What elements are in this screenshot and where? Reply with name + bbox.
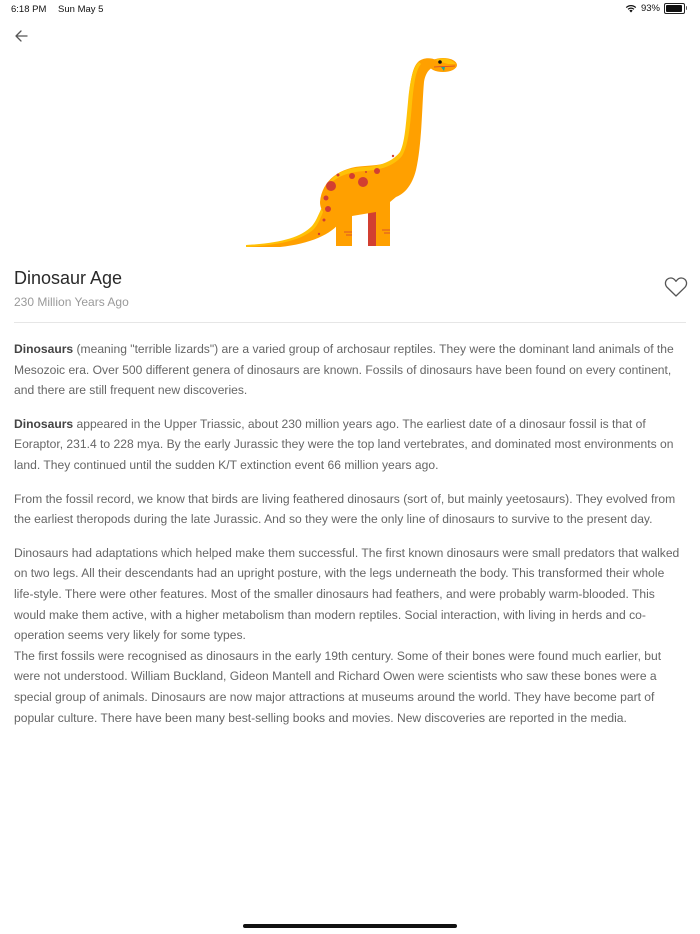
divider — [14, 322, 686, 323]
paragraph-1-bold: Dinosaurs — [14, 342, 74, 356]
status-bar — [0, 0, 700, 18]
paragraph-1 — [14, 339, 686, 401]
paragraph-2-text: appeared in the Upper Triassic, about 230 million years ago. The earliest date of a dinosaur fossil is that of Eoraptor, 231.4 to 228 mya. By the early Jurassic they were the top land vertebrates, and dominated most environments on land. They continued until the sudden K/T extinction event 66 million years ago. — [14, 416, 674, 472]
paragraph-2 — [14, 414, 686, 476]
status-date: Sun May 5 — [58, 4, 104, 15]
home-indicator[interactable] — [243, 924, 457, 928]
battery-percent: 93% — [640, 3, 660, 14]
page-subtitle: 230 Million Years Ago — [14, 295, 129, 309]
battery-icon — [664, 3, 685, 14]
heart-outline-icon — [664, 276, 688, 298]
wifi-icon — [625, 4, 637, 13]
paragraph-1-text: (meaning "terrible lizards") are a varied group of archosaur reptiles. They were the dominant land animals of the Mesozoic era. Over 500 different genera of dinosaurs are known. Fossils of dinosaurs have been found on every continent, and there are still frequent new discoveries. — [14, 342, 674, 398]
paragraph-3-text: From the fossil record, we know that birds are living feathered dinosaurs (sort of, but mainly yeetosaurs). They evolved from the earliest theropods during the late Jurassic. And so they were the only line of dinosaurs to survive to the present day. — [14, 491, 676, 527]
title-block — [14, 268, 129, 309]
article-body — [14, 339, 686, 741]
hero-illustration — [240, 52, 470, 252]
status-right — [625, 3, 685, 14]
brachiosaurus-illustration — [240, 52, 470, 252]
paragraph-4 — [14, 543, 686, 646]
paragraph-2-bold: Dinosaurs — [14, 416, 74, 431]
status-left — [11, 4, 112, 15]
paragraph-4-text: Dinosaurs had adaptations which helped make them successful. The first known dinosaurs were small predators that walked on two legs. All their descendants had an upright posture, with the legs underneath the body. This transformed their whole life-style. There were other features. Most of the smaller dinosaurs had feathers, and were probably warm-blooded. This would make them active, with a higher metabolism than modern reptiles. Social interaction, with living in herds and co-operation seems very likely for some types. — [14, 545, 680, 643]
paragraph-5-text: The first fossils were recognised as dinosaurs in the early 19th century. Some of their bones were found much earlier, but were not understood. William Buckland, Gideon Mantell and Richard Owen were scientists who saw these bones were a special group of animals. Dinosaurs are now major attractions at museums around the world. They have become part of popular culture. There have been many best-selling books and movies. New discoveries are reported in the media. — [14, 648, 662, 725]
arrow-left-icon — [12, 27, 32, 45]
back-button[interactable] — [12, 27, 32, 45]
page-title: Dinosaur Age — [14, 268, 123, 288]
paragraph-5 — [14, 646, 686, 728]
favorite-button[interactable] — [664, 276, 688, 298]
paragraph-3 — [14, 489, 686, 530]
status-time: 6:18 PM — [11, 4, 47, 15]
